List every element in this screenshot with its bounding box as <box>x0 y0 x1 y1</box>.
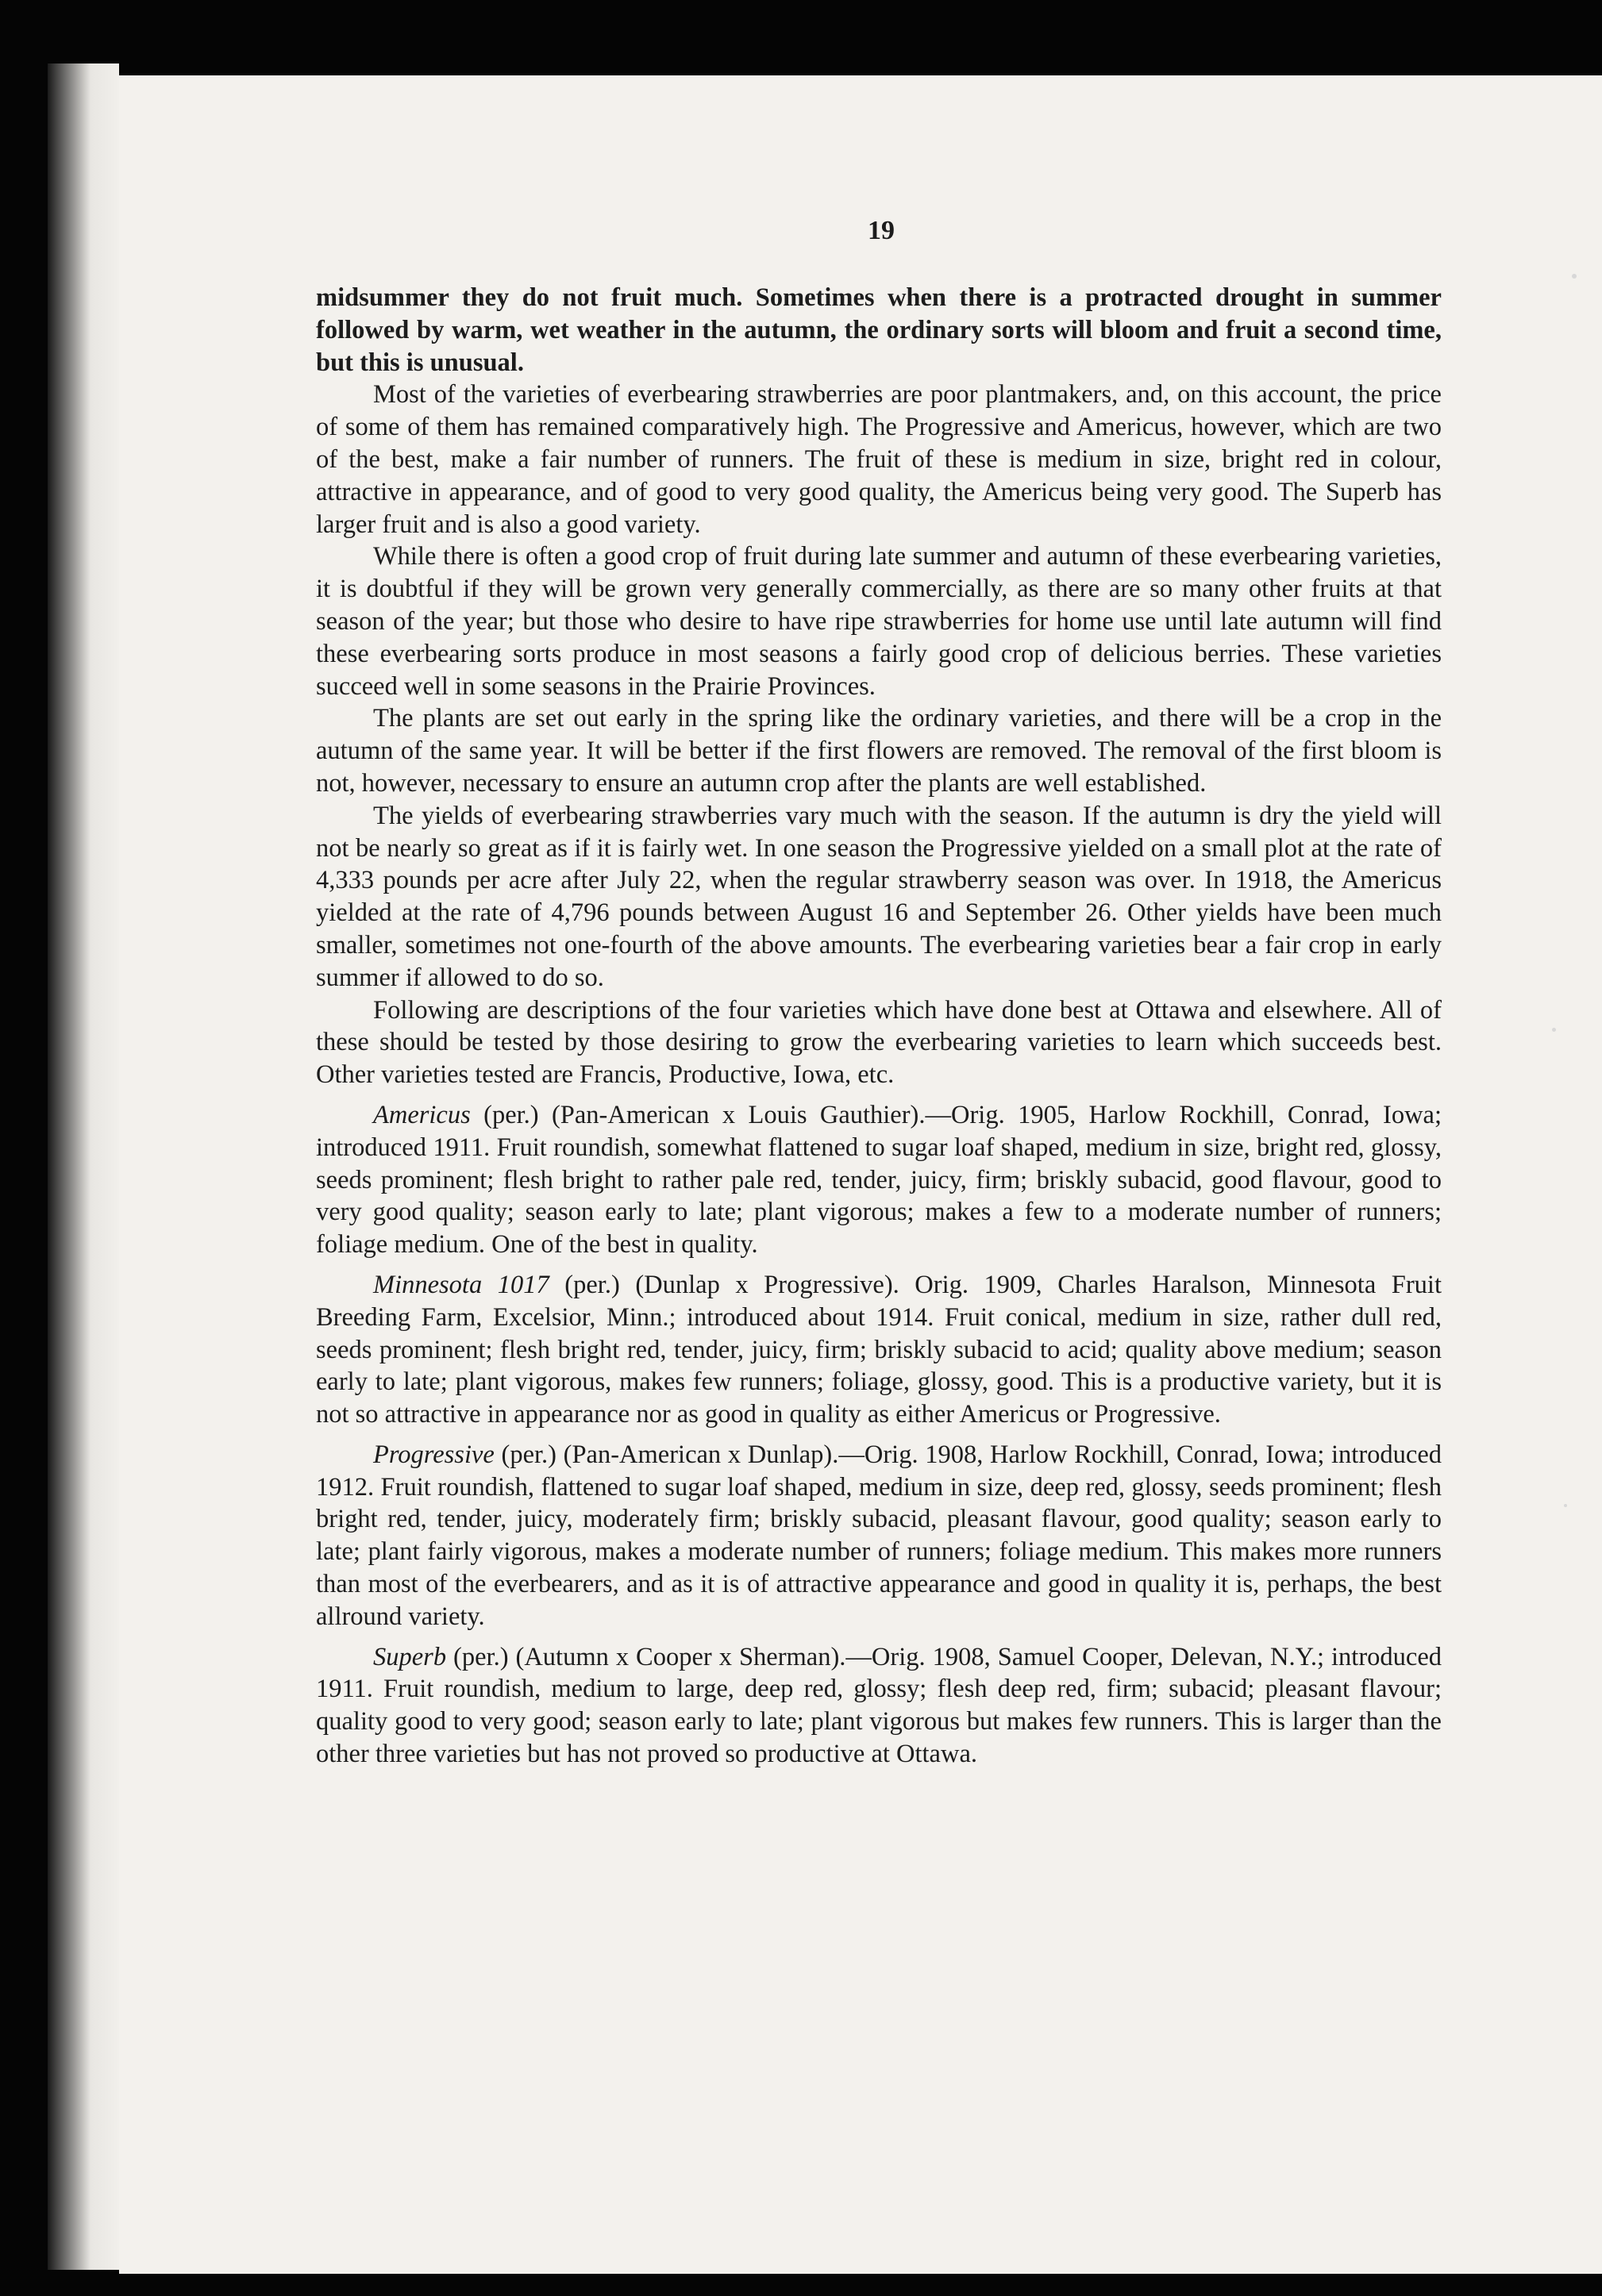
page-number: 19 <box>868 216 895 245</box>
variety-description: (per.) (Autumn x Cooper x Sherman).—Orig. 1908, Samuel Cooper, Delevan, N.Y.; introduced 1911. Fruit roundish, medium to large, deep red, glossy; flesh deep red, firm; subacid; pleasant flavour; quality good to very good; season early to late; plant vigorous but makes few runners. This is larger than the other three varieties but has not proved so productive at Ottawa. <box>316 1642 1442 1769</box>
variety-entry <box>316 1099 1442 1261</box>
variety-description: (per.) (Pan-American x Louis Gauthier).—Orig. 1905, Harlow Rockhill, Conrad, Iowa; introduced 1911. Fruit roundish, somewhat flattened to sugar loaf shaped, medium in size, bright red, glossy, seeds prominent; flesh bright to rather pale red, tender, juicy, firm; briskly subacid, good flavour, good to very good quality; season early to late; plant vigorous; makes a few to a moderate number of runners; foliage medium. One of the best in quality. <box>316 1100 1442 1260</box>
variety-entry <box>316 1269 1442 1431</box>
dust-speck <box>1572 274 1577 279</box>
body-text <box>316 282 1442 1771</box>
variety-name: Americus <box>373 1100 471 1129</box>
page-binding-edge <box>48 63 119 2270</box>
variety-description: (per.) (Dunlap x Progressive). Orig. 1909, Charles Haralson, Minnesota Fruit Breeding Farm, Excelsior, Minn.; introduced about 1914. Fruit conical, medium in size, rather dull red, seeds prominent; flesh bright red, tender, juicy, firm; briskly subacid to acid; quality above medium; season early to late; plant vigorous, makes few runners; foliage, glossy, good. This is a productive variety, but it is not so attractive in appearance nor as good in quality as either Americus or Progressive. <box>316 1270 1442 1429</box>
paragraph: The yields of everbearing strawberries vary much with the season. If the autumn is dry the yield will not be nearly so great as if it is fairly wet. In one season the Progressive yielded on a small plot at the rate of 4,333 pounds per acre after July 22, when the regular strawberry season was over. In 1918, the Americus yielded at the rate of 4,796 pounds between August 16 and September 26. Other yields have been much smaller, sometimes not one-fourth of the above amounts. The everbearing varieties bear a fair crop in early summer if allowed to do so. <box>316 801 1442 992</box>
dust-speck <box>1564 1504 1567 1507</box>
dust-speck <box>1552 1028 1556 1032</box>
paragraph: midsummer they do not fruit much. Sometimes when there is a protracted drought in summer followed by warm, wet weather in the autumn, the ordinary sorts will bloom and fruit a second time, but this is unusual. <box>316 283 1442 377</box>
paragraph: While there is often a good crop of fruit during late summer and autumn of these everbearing varieties, it is doubtful if they will be grown very generally commercially, as there are so many other fruits at that season of the year; but those who desire to have ripe strawberries for home use until late autumn will find these everbearing sorts produce in most seasons a fairly good crop of delicious berries. These varieties succeed well in some seasons in the Prairie Provinces. <box>316 542 1442 701</box>
paragraph: The plants are set out early in the spring like the ordinary varieties, and there will be a crop in the autumn of the same year. It will be better if the first flowers are removed. The removal of the first bloom is not, however, necessary to ensure an autumn crop after the plants are well established. <box>316 704 1442 798</box>
variety-name: Superb <box>373 1642 447 1671</box>
variety-description: (per.) (Pan-American x Dunlap).—Orig. 1908, Harlow Rockhill, Conrad, Iowa; introduced 1912. Fruit roundish, flattened to sugar loaf shaped, medium in size, deep red, glossy, seeds prominent; flesh bright red, tender, juicy, moderately firm; briskly subacid, pleasant flavour, good quality; season early to late; plant fairly vigorous, makes a moderate number of runners; foliage medium. This makes more runners than most of the everbearers, and as it is of attractive appearance and good in quality it is, perhaps, the best allround variety. <box>316 1440 1442 1631</box>
variety-name: Minnesota 1017 <box>373 1270 549 1299</box>
paragraph: Following are descriptions of the four varieties which have done best at Ottawa and elsewhere. All of these should be tested by those desiring to grow the everbearing varieties to learn which succeeds best. Other varieties tested are Francis, Productive, Iowa, etc. <box>316 995 1442 1090</box>
paragraph: Most of the varieties of everbearing strawberries are poor plantmakers, and, on this account, the price of some of them has remained comparatively high. The Progressive and Americus, however, which are two of the best, make a fair number of runners. The fruit of these is medium in size, bright red in colour, attractive in appearance, and of good to very good quality, the Americus being very good. The Superb has larger fruit and is also a good variety. <box>316 380 1442 539</box>
variety-entry <box>316 1439 1442 1633</box>
variety-name: Progressive <box>373 1440 495 1469</box>
variety-entry <box>316 1641 1442 1771</box>
